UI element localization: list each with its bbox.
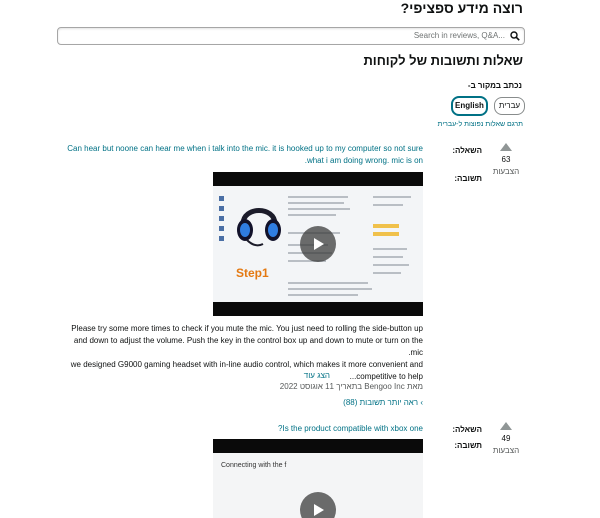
translate-questions-link[interactable]: תרגם שאלות נפוצות ל-עברית	[437, 121, 523, 128]
vote-count: 49	[501, 434, 511, 443]
vote-box	[486, 143, 526, 176]
qa-heading: שאלות ותשובות של לקוחות	[363, 53, 523, 68]
answer-video[interactable]	[213, 172, 423, 316]
video-caption: Connecting with the f	[221, 462, 287, 469]
answer-paragraph: we designed G9000 gaming headset with in-line audio control, which makes it more convenient and competitive to help...	[70, 360, 423, 381]
question-label: השאלה:	[452, 425, 482, 434]
question-label: השאלה:	[452, 146, 482, 155]
page-title: רוצה מידע ספציפי?	[400, 0, 523, 16]
answer-byline: מאת Bengoo Inc בתאריך 11 אוגוסט 2022	[279, 382, 423, 391]
hebrew-language-button[interactable]: עברית	[494, 97, 525, 115]
chevron-down-icon: ›	[420, 398, 423, 407]
search-icon[interactable]	[510, 31, 520, 41]
see-more-link[interactable]: הצג עוד	[303, 371, 330, 380]
headset-icon	[235, 198, 283, 250]
question-text-link[interactable]: Is the product compatible with xbox one?	[278, 424, 423, 433]
search-placeholder: Search in reviews, Q&A...	[413, 31, 505, 40]
play-button[interactable]	[300, 226, 336, 262]
votes-label: הצבעות	[492, 167, 520, 176]
upvote-arrow-icon[interactable]	[500, 422, 512, 430]
play-icon	[314, 238, 324, 250]
votes-label: הצבעות	[492, 446, 520, 455]
upvote-arrow-icon[interactable]	[500, 143, 512, 151]
see-more-answers-label: ראה יותר תשובות (88)	[343, 398, 419, 407]
question-text-link[interactable]: Can hear but noone can hear me when i talk into the mic. it is hooked up to my computer so not sure what i am doing wrong. mic is on.	[67, 144, 423, 165]
video-step-label: Step1	[236, 266, 269, 280]
see-more-answers-link[interactable]	[343, 398, 423, 407]
answer-text	[62, 323, 423, 383]
search-input[interactable]	[57, 27, 525, 45]
answer-label: תשובה:	[454, 441, 482, 450]
play-icon	[314, 504, 324, 516]
answer-label: תשובה:	[454, 174, 482, 183]
answer-video[interactable]	[213, 439, 423, 518]
english-language-button[interactable]: English	[451, 96, 488, 116]
vote-box	[486, 422, 526, 455]
vote-count: 63	[501, 155, 511, 164]
answer-paragraph: Please try some more times to check if you mute the mic. You just need to rolling the side-button up and down to adjust the volume. Push the key in the control box up and down to mute or turn on the mic.	[71, 324, 423, 357]
original-language-label: נכתב במקור ב-	[467, 81, 522, 90]
